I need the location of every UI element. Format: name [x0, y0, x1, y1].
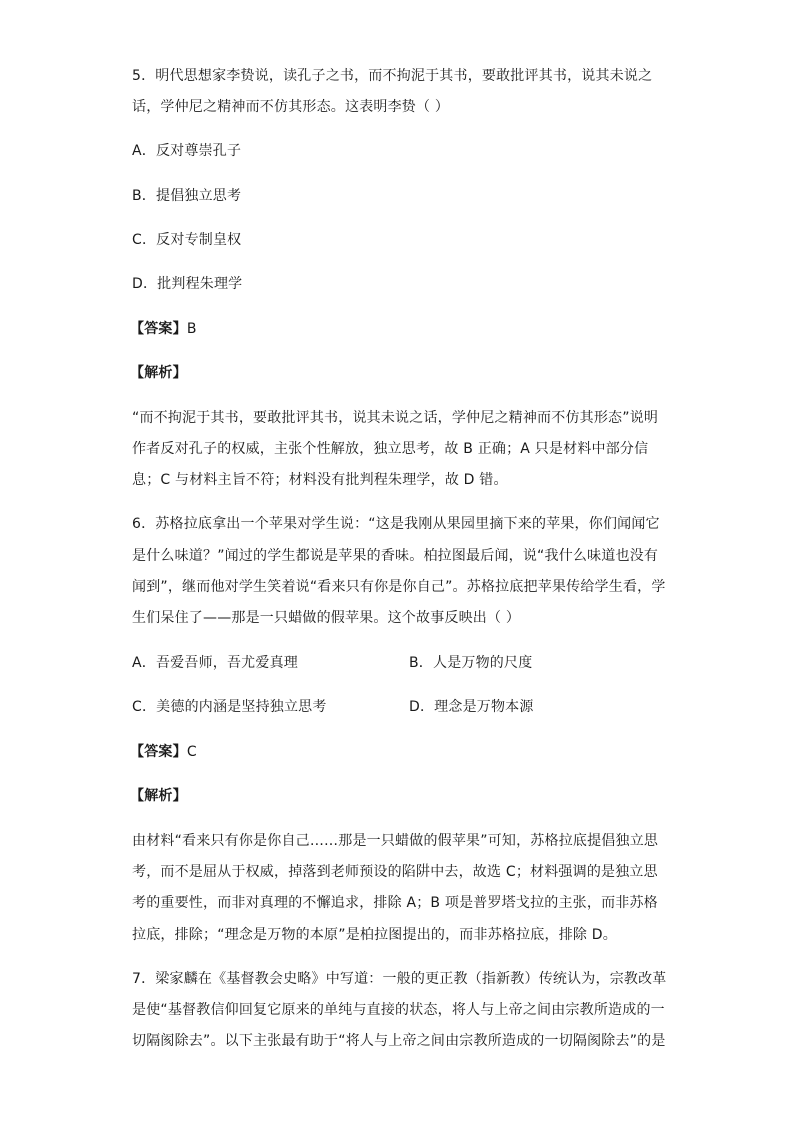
q6-answer: [130, 742, 197, 762]
answer-value: C: [186, 744, 197, 760]
q5-analysis-line-1: “而不拘泥于其书，要敢批评其书，说其未说之话，学仲尼之精神而不仿其形态”说明: [132, 410, 659, 426]
answer-value: B: [186, 321, 197, 337]
q6-option-d: D．理念是万物本源: [409, 699, 534, 715]
q5-option-a: A．反对尊崇孔子: [132, 143, 242, 159]
q7-stem-line-3: 切隔阂除去”。以下主张最有助于“将人与上帝之间由宗教所造成的一切隔阂除去”的是: [132, 1033, 666, 1049]
q6-option-b: B．人是万物的尺度: [409, 655, 533, 671]
q5-option-c: C．反对专制皇权: [132, 232, 242, 248]
q6-option-c: C．美德的内涵是坚持独立思考: [132, 699, 327, 715]
q5-analysis-label: 【解析】: [130, 365, 187, 381]
answer-label: 【答案】: [130, 321, 187, 337]
q6-analysis-line-1: 由材料“看来只有你是你自己……那是一只蜡做的假苹果”可知，苏格拉底提倡独立思: [132, 833, 659, 849]
q7-stem-line-2: 是使“基督教信仰回复它原来的单纯与直接的状态，将人与上帝之间由宗教所造成的一: [132, 1002, 665, 1018]
q6-stem-line-4: 生们呆住了——那是一只蜡做的假苹果。这个故事反映出（ ）: [132, 610, 521, 626]
q7-stem-line-1: 7．梁家麟在《基督教会史略》中写道：一般的更正教（指新教）传统认为，宗教改革: [132, 971, 667, 987]
q5-stem-line-1: 5．明代思想家李贽说，读孔子之书，而不拘泥于其书，要敢批评其书，说其未说之: [132, 68, 653, 84]
q6-stem-line-3: 闻到”，继而他对学生笑着说“看来只有你是你自己”。苏格拉底把苹果传给学生看，学: [132, 579, 666, 595]
q6-analysis-line-2: 考，而不是屈从于权威，掉落到老师预设的陷阱中去，故选 C；材料强调的是独立思: [132, 864, 658, 880]
q5-analysis-line-2: 作者反对孔子的权威，主张个性解放，独立思考，故 B 正确；A 只是材料中部分信: [132, 441, 649, 457]
q6-stem-line-1: 6．苏格拉底拿出一个苹果对学生说：“这是我刚从果园里摘下来的苹果，你们闻闻它: [132, 516, 660, 532]
q6-analysis-line-3: 考的重要性，而非对真理的不懈追求，排除 A；B 项是普罗塔戈拉的主张，而非苏格: [132, 895, 658, 911]
q5-option-b: B．提倡独立思考: [132, 188, 242, 204]
q5-analysis-line-3: 息；C 与材料主旨不符；材料没有批判程朱理学，故 D 错。: [132, 472, 508, 488]
q6-option-a: A．吾爱吾师，吾尤爱真理: [132, 655, 298, 671]
q6-stem-line-2: 是什么味道？”闻过的学生都说是苹果的香味。柏拉图最后闻，说“我什么味道也没有: [132, 548, 659, 564]
answer-label: 【答案】: [130, 744, 187, 760]
q5-answer: [130, 319, 197, 339]
q5-option-d: D．批判程朱理学: [132, 276, 243, 292]
q6-analysis-line-4: 拉底，排除；“理念是万物的本原”是柏拉图提出的，而非苏格拉底，排除 D。: [132, 927, 617, 943]
q6-analysis-label: 【解析】: [130, 788, 187, 804]
q5-stem-line-2: 话，学仲尼之精神而不仿其形态。这表明李贽（ ）: [132, 99, 450, 115]
